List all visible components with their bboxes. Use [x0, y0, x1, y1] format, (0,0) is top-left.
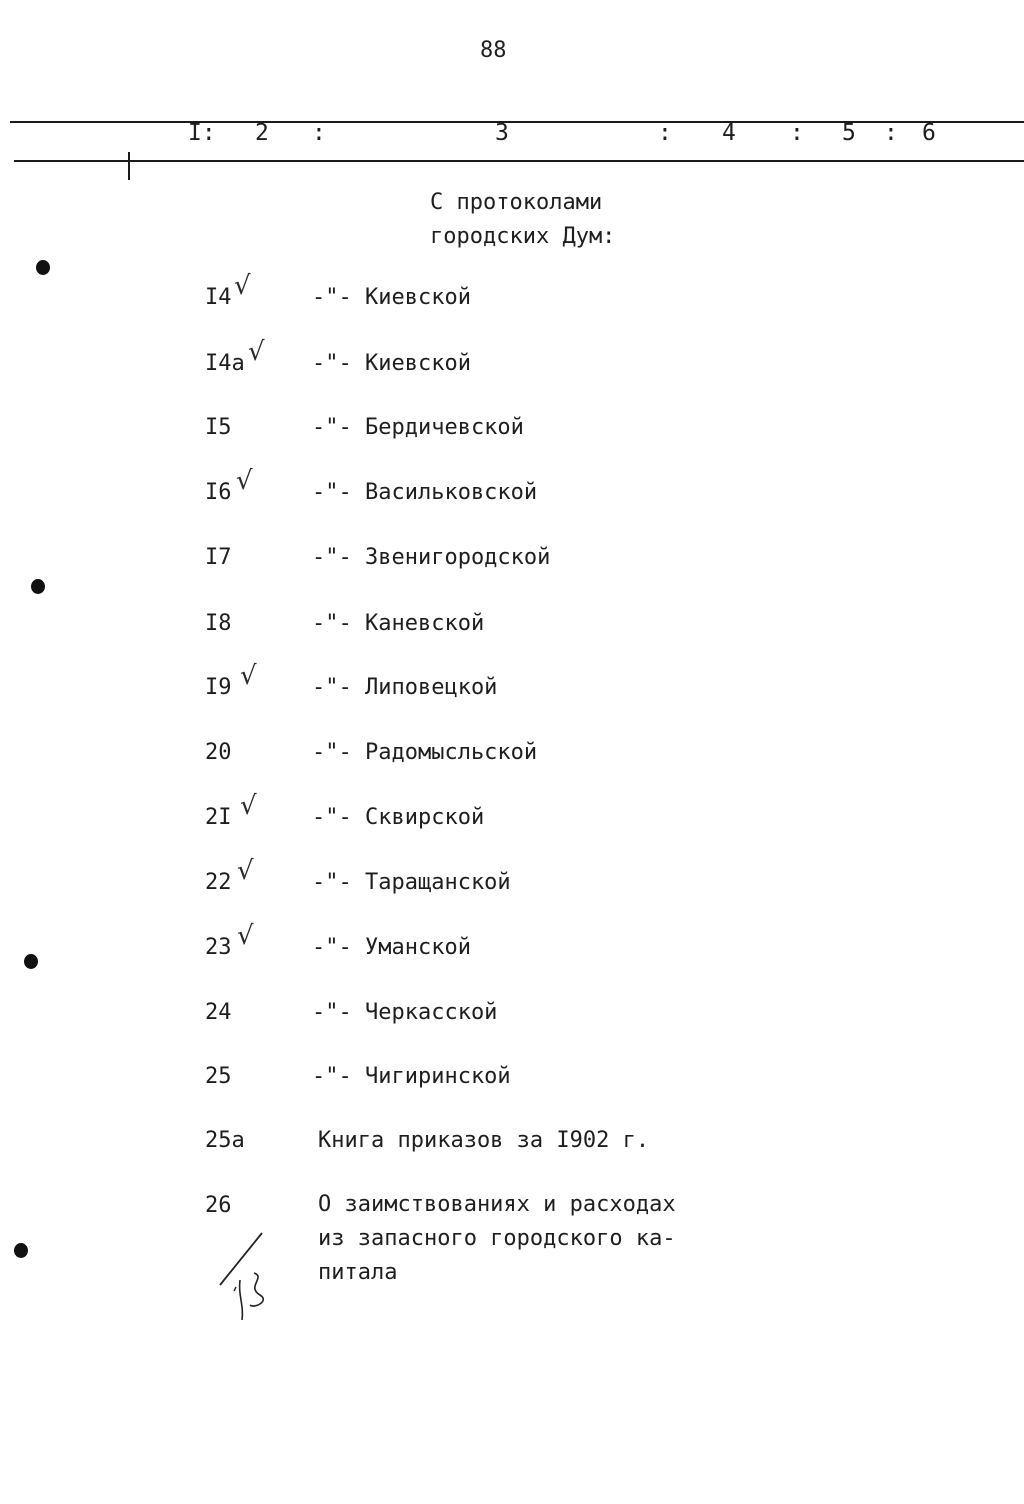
punch-hole: [36, 260, 50, 275]
list-item: [0, 791, 1024, 845]
column-separator: :: [312, 120, 326, 146]
punch-hole: [31, 579, 45, 594]
item-number: 24: [205, 1000, 232, 1025]
item-title: -"- Радомысльской: [312, 740, 538, 765]
item-number: 25: [205, 1064, 232, 1089]
item-number: 20: [205, 740, 232, 765]
item-number: 26: [205, 1193, 232, 1218]
item-title-multiline: [318, 1188, 676, 1290]
check-mark-icon: √: [236, 466, 253, 496]
section-title-line-2: городских Дум:: [430, 224, 616, 249]
item-title-line-1: О заимствованиях и расходах: [318, 1192, 676, 1217]
check-mark-icon: √: [240, 661, 257, 691]
punch-hole: [14, 1243, 28, 1258]
column-tick-mark: [128, 152, 130, 180]
item-number: I5: [205, 415, 232, 440]
item-number: I4: [205, 285, 232, 310]
item-title: -"- Таращанской: [312, 870, 511, 895]
item-number: 25а: [205, 1128, 245, 1153]
item-number: 2I: [205, 805, 232, 830]
check-mark-icon: √: [240, 791, 257, 821]
item-title-line-2: из запасного городского ка-: [318, 1226, 676, 1251]
item-number: 23: [205, 935, 232, 960]
item-title: -"- Киевской: [312, 351, 471, 376]
item-number: I9: [205, 675, 232, 700]
item-title: Книга приказов за I902 г.: [318, 1128, 650, 1153]
check-mark-icon: √: [237, 921, 254, 951]
item-title: -"- Бердичевской: [312, 415, 524, 440]
item-title: -"- Уманской: [312, 935, 471, 960]
column-header-5: 5: [842, 120, 856, 146]
item-number: I6: [205, 480, 232, 505]
item-number: I8: [205, 611, 232, 636]
list-item: [0, 1000, 1024, 1040]
list-item: [0, 921, 1024, 975]
section-title-line-1: С протоколами: [430, 190, 603, 215]
column-header-6: 6: [922, 120, 936, 146]
list-item: [0, 1128, 1024, 1168]
check-mark-icon: √: [237, 856, 254, 886]
item-title: -"- Каневской: [312, 611, 485, 636]
section-title: [430, 186, 615, 254]
item-number: I4а: [205, 351, 245, 376]
list-item: [0, 466, 1024, 520]
check-mark-icon: √: [248, 337, 265, 367]
item-number: 22: [205, 870, 232, 895]
header-top-rule: [10, 121, 1024, 123]
handwritten-annotation: [210, 1225, 280, 1325]
item-title: -"- Чигиринской: [312, 1064, 511, 1089]
item-number: I7: [205, 545, 232, 570]
list-item: [0, 415, 1024, 455]
list-item: [0, 337, 1024, 391]
list-item: [0, 271, 1024, 325]
list-item: [0, 661, 1024, 715]
header-bottom-rule: [14, 160, 1024, 162]
list-item: [0, 545, 1024, 585]
column-header-2: 2: [255, 120, 269, 146]
item-title: -"- Звенигородской: [312, 545, 551, 570]
punch-hole: [24, 954, 38, 969]
column-separator: :: [790, 120, 804, 146]
item-title: -"- Киевской: [312, 285, 471, 310]
column-header-4: 4: [722, 120, 736, 146]
list-item: [0, 611, 1024, 651]
item-title: -"- Липовецкой: [312, 675, 498, 700]
check-mark-icon: √: [234, 271, 251, 301]
item-title: -"- Черкасской: [312, 1000, 498, 1025]
column-separator: :: [884, 120, 898, 146]
item-title: -"- Васильковской: [312, 480, 538, 505]
column-header-3: 3: [495, 120, 509, 146]
list-item: [0, 740, 1024, 780]
column-header-1: I:: [188, 120, 216, 146]
item-title: -"- Сквирской: [312, 805, 485, 830]
list-item: [0, 1064, 1024, 1104]
list-item: [0, 856, 1024, 910]
column-separator: :: [658, 120, 672, 146]
page-number: 88: [480, 38, 507, 63]
item-title-line-3: питала: [318, 1260, 398, 1285]
